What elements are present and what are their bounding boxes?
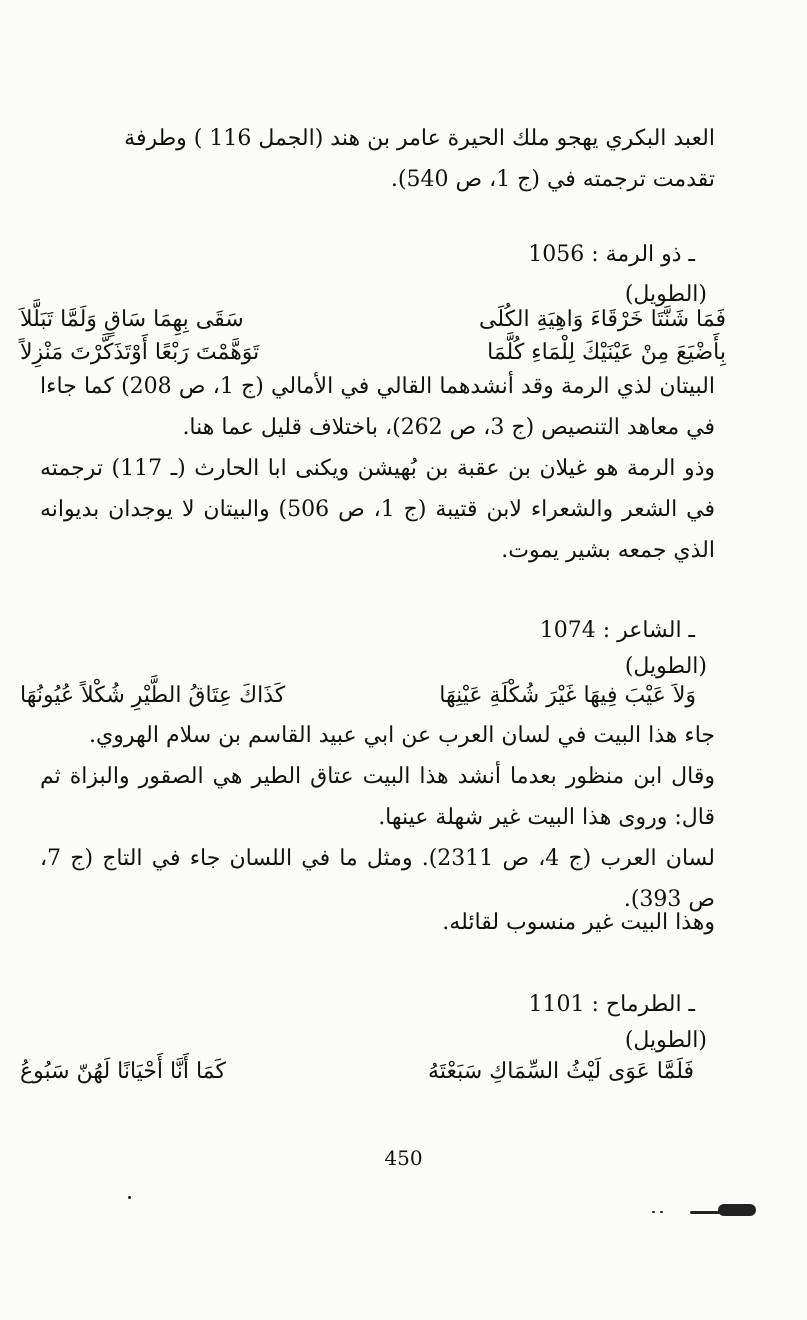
section-heading-tirimmah: ـ الطرماح : 1101 <box>528 992 695 1017</box>
section-heading-poet: ـ الشاعر : 1074 <box>539 618 695 643</box>
intro-paragraph <box>40 118 715 200</box>
commentary-paragraph: وقال ابن منظور بعدما أنشد هذا البيت عتاق الطير هي الصقور والبزاة ثم قال: وروى هذا البيت غير شهلة عينها. <box>40 764 715 830</box>
verse-first-hemistich: وَلاَ عَيْبَ فِيهَا غَيْرَ شُكْلَةِ عَيْنِهَا <box>439 683 696 708</box>
scan-speck <box>652 1211 655 1213</box>
scan-smudge <box>690 1211 720 1214</box>
verse-second-hemistich: تَوَهَّمْتَ رَبْعًا أَوْتَذَكَّرْتَ مَنْزِلاً <box>20 340 260 365</box>
meter-label: (الطويل) <box>624 1028 707 1053</box>
commentary-paragraph: وهذا البيت غير منسوب لقائله. <box>442 910 715 935</box>
scan-speck <box>128 1196 131 1199</box>
scan-smudge <box>718 1204 756 1216</box>
commentary-paragraph: جاء هذا البيت في لسان العرب عن ابي عبيد القاسم بن سلام الهروي. <box>89 723 715 748</box>
verse-second-hemistich: كَذَاكَ عِتَاقُ الطَّيْرِ شُكْلاً عُيُونُهَا <box>20 683 286 708</box>
verse-second-hemistich: سَقَى بِهِمَا سَاقٍ وَلَمَّا تَبَلَّلاَ <box>20 307 244 332</box>
verse-first-hemistich: بِأَضْيَعَ مِنْ عَيْنَيْكَ لِلْمَاءِ كُلَّمَا <box>487 340 726 365</box>
commentary-paragraph: البيتان لذي الرمة وقد أنشدهما القالي في الأمالي (ج 1، ص 208) كما جاءا في معاهد التنصيص (ج 3، ص 262)، باختلاف قليل عما هنا. <box>40 374 715 440</box>
commentary-paragraph: لسان العرب (ج 4، ص 2311). ومثل ما في اللسان جاء في التاج (ج 7، ص 393). <box>40 846 715 912</box>
section-heading-dhu-rumma: ـ ذو الرمة : 1056 <box>528 242 695 267</box>
scan-speck <box>660 1211 663 1213</box>
verse-first-hemistich: فَلَمَّا عَوَى لَيْثُ السِّمَاكِ سَبَعْتَهُ <box>428 1059 694 1084</box>
page-number: 450 <box>384 1146 423 1170</box>
meter-label: (الطويل) <box>624 654 707 679</box>
verse-first-hemistich: فَمَا شَنَّتَا خَرْقَاءَ وَاهِيَةِ الكُلَى <box>479 307 726 332</box>
verse-line <box>20 676 726 716</box>
verse-second-hemistich: كَمَا أَنَّا أَحْيَانًا لَهُنّ سَبُوعُ <box>20 1059 226 1084</box>
verse-line <box>20 1052 726 1092</box>
intro-line-2: تقدمت ترجمته في (ج 1، ص 540). <box>390 167 715 192</box>
intro-line-1: العبد البكري يهجو ملك الحيرة عامر بن هند (الجمل 116 ) وطرفة <box>124 126 715 151</box>
commentary-paragraph: وذو الرمة هو غيلان بن عقبة بن بُهيشن ويكنى ابا الحارث (ـ 117) ترجمته في الشعر والشعراء لابن قتيبة (ج 1، ص 506) والبيتان لا يوجدان بديوانه الذي جمعه بشير يموت. <box>40 456 715 563</box>
meter-label: (الطويل) <box>624 282 707 307</box>
